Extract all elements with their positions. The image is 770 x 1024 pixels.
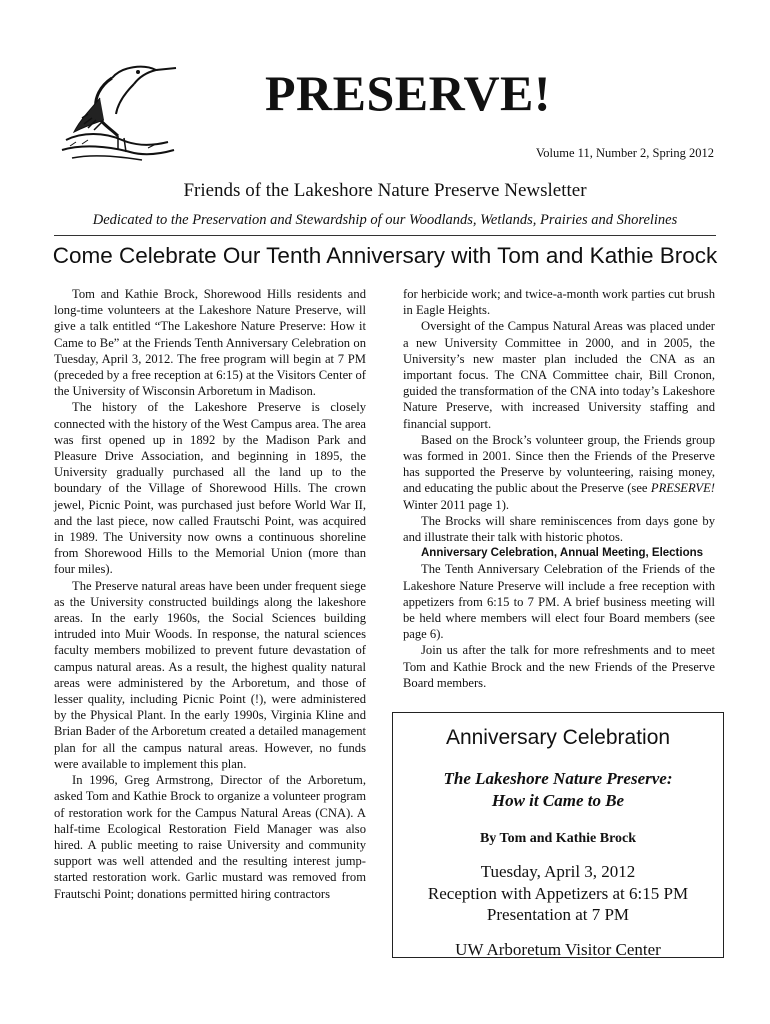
article-paragraph: The Tenth Anniversary Celebration of the Friends of the Lakeshore Nature Preserve will include a free reception with appetizers from 6:15 to 7 PM. A brief business meeting will be held where members will elect four Board members (see page 6). (403, 562, 715, 642)
event-reception: Reception with Appetizers at 6:15 PM (427, 883, 689, 903)
article-left-column (54, 286, 366, 902)
newsletter-tagline: Dedicated to the Preservation and Stewardship of our Woodlands, Wetlands, Prairies and Shorelines (92, 212, 678, 228)
article-paragraph: Join us after the talk for more refreshments and to meet Tom and Kathie Brock and the new Friends of the Preserve Board members. (403, 643, 715, 690)
article-paragraph: The Preserve natural areas have been under frequent siege as the University constructed buildings along the lakeshore areas. In the early 1960s, the Social Sciences building intruded into Muir Woods. In response, the natural sciences faculty members mobilized to prevent future devastation of campus natural areas. As a result, the highest quality natural areas were administered by the Arboretum, and those of lesser quality, including Picnic Point (!), were administered by the Physical Plant. In the early 1990s, Virginia Kline and Brian Bader of the Arboretum created a detailed management plan for all the campus natural areas. However, no funds were available to implement this plan. (54, 578, 366, 771)
newsletter-reference: PRESERVE! (650, 481, 715, 496)
article-paragraph: Oversight of the Campus Natural Areas was placed under a new University Committee in 2000, and in 2005, the University’s new master plan included the CNA as an important focus. The CNA Committee chair, Bill Cronon, guided the transformation of the CNA into today’s Lakeshore Nature Preserve, with increased University staffing and financial support. (403, 319, 715, 431)
paragraph-text: Based on the Brock’s volunteer group, the Friends group was formed in 2001. Since then the Friends of the Preserve has supported the Preserve by volunteering, raising money, and educating the public about the Preserve (see (403, 432, 715, 496)
event-schedule (393, 861, 723, 926)
article-paragraph: for herbicide work; and twice-a-month work parties cut brush in Eagle Heights. (403, 287, 715, 318)
section-heading: Anniversary Celebration, Annual Meeting, Elections (421, 547, 704, 560)
article-right-column (403, 286, 715, 691)
talk-title (393, 768, 723, 812)
volume-info: Volume 11, Number 2, Spring 2012 (535, 146, 714, 160)
newsletter-subtitle: Friends of the Lakeshore Nature Preserve Newsletter (183, 180, 587, 201)
event-info-box (392, 712, 724, 958)
talk-title-line: How it Came to Be (491, 791, 625, 810)
speakers: By Tom and Kathie Brock (479, 831, 637, 846)
paragraph-text: Winter 2011 page 1). (403, 497, 510, 512)
article-headline: Come Celebrate Our Tenth Anniversary with Tom and Kathie Brock (52, 243, 718, 268)
newsletter-title: PRESERVE! (264, 65, 552, 121)
header-divider (54, 235, 716, 236)
event-date: Tuesday, April 3, 2012 (480, 862, 636, 881)
article-paragraph: The Brocks will share reminiscences from days gone by and illustrate their talk with historic photos. (403, 513, 715, 545)
event-venue: UW Arboretum Visitor Center (455, 939, 661, 959)
article-paragraph: Tom and Kathie Brock, Shorewood Hills residents and long-time volunteers at the Lakeshore Nature Preserve, will give a talk entitled “The Lakeshore Nature Preserve: How it Came to Be” at the Friends Tenth Anniversary Celebration on Tuesday, April 3, 2012. The free program will begin at 7 PM (preceded by a free reception at 6:15) at the Visitors Center of the University of Wisconsin Arboretum in Madison. (54, 287, 366, 399)
article-paragraph (403, 432, 715, 513)
article-paragraph: The history of the Lakeshore Preserve is closely connected with the history of the West Campus area. The area was first opened up in 1892 by the Madison Park and Pleasure Drive Association, and beginning in 1895, the University gradually purchased all the land up to the boundary of the Village of Shorewood Hills. The crown jewel, Picnic Point, was purchased just before World War II, and the last piece, now called Frautschi Point, was acquired in 1989. The University now owns a continuous shoreline from Shorewood Hills to the Memorial Union (more than four miles). (54, 400, 366, 577)
article-paragraph: In 1996, Greg Armstrong, Director of the Arboretum, asked Tom and Kathie Brock to organize a volunteer program of restoration work for the Campus Natural Areas (CNA). A half-time Ecological Restoration Field Manager was also hired. A public meeting to raise University and community support was well attended and the resulting interest jump-started restoration work. Garlic mustard was removed from Frautschi Point; donations permitted hiring contractors (54, 773, 366, 901)
event-presentation: Presentation at 7 PM (486, 905, 630, 924)
talk-title-line: The Lakeshore Nature Preserve: (443, 769, 673, 788)
event-box-title: Anniversary Celebration (445, 726, 671, 749)
